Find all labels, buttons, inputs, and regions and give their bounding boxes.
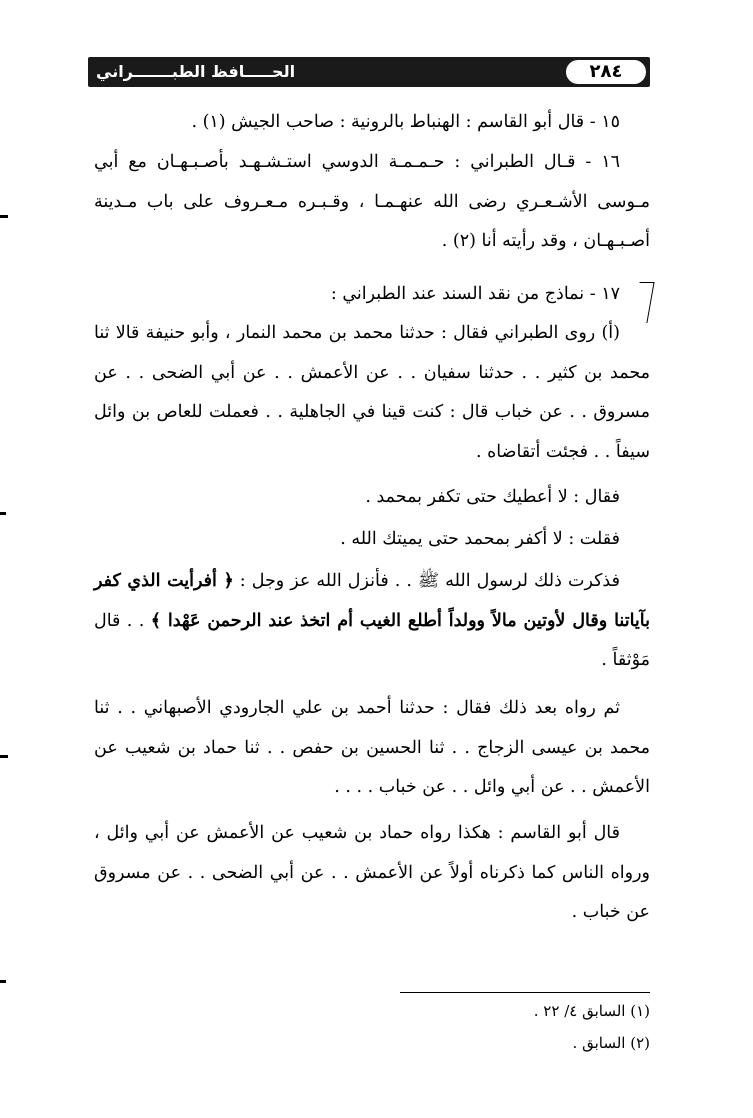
- page-number: ٢٨٤: [566, 60, 646, 84]
- footnote-1: (١) السابق ٤/ ٢٢ .: [533, 1002, 650, 1020]
- footnote-divider: [400, 992, 650, 993]
- scan-margin-mark: [0, 512, 6, 515]
- footnote-2: (٢) السابق .: [572, 1034, 650, 1052]
- paragraph-abu-al-qasim: قال أبو القاسم : هكذا رواه حماد بن شعيب عن الأعمش عن أبي وائل ، ورواه الناس كما ذكرناه أولاً عن الأعمش . . عن أبي الضحى . . عن مسروق عن خباب .: [94, 823, 650, 922]
- paragraph-reply-2: فقلت : لا أكفر بمحمد حتى يميتك الله .: [340, 529, 620, 549]
- scan-margin-mark: [0, 215, 8, 218]
- paragraph-second-chain: ثم رواه بعد ذلك فقال : حدثنا أحمد بن علي الجارودي الأصبهاني . . ثنا محمد بن عيسى الزجاج . . ثنا الحسين بن حفص . . ثنا حماد بن شعيب عن الأعمش . . عن أبي وائل . . عن خباب . . . .: [94, 698, 650, 797]
- scan-margin-mark: [0, 755, 8, 758]
- paragraph-reply-1: فقال : لا أعطيك حتى تكفر بمحمد .: [365, 487, 620, 507]
- scan-margin-mark: [0, 980, 6, 983]
- paragraph-15: ١٥ - قال أبو القاسم : الهنباط بالرونية : صاحب الجيش (١) .: [191, 112, 620, 132]
- running-header-title: الحـــــافظ الطبـــــــراني: [96, 62, 296, 81]
- revelation-outro: . . قال مَوْثقاً .: [94, 610, 650, 670]
- revelation-intro: فذكرت ذلك لرسول الله ﷺ . . فأنزل الله عز وجل :: [239, 571, 620, 591]
- paragraph-17-heading: ١٧ - نماذج من نقد السند عند الطبراني :: [330, 284, 620, 304]
- quran-verse: ﴿ أفرأيت الذي كفر بآياتنا وقال لأوتين مالاً وولداً أطلع الغيب أم اتخذ عند الرحمن عَهْدا ﴾: [94, 571, 650, 631]
- paragraph-16: ١٦ - قـال الطبراني : حـمـمـة الدوسي استـشـهـد بأصـبـهـان مع أبي مـوسى الأشـعـري رضى الله عنهـمـا ، وقـبـره مـعـروف على باب مـدينة أصـبـهـان ، وقد رأيته أنا (٢) .: [94, 152, 650, 251]
- paragraph-17a: (أ) روى الطبراني فقال : حدثنا محمد بن محمد النمار ، وأبو حنيفة قالا ثنا محمد بن كثير . . حدثنا سفيان . . عن الأعمش . . عن أبي الضحى . . عن مسروق . . عن خباب قال : كنت قينا في الجاهلية . . فعملت للعاص بن وائل سيفاً . . فجئت أتقاضاه .: [94, 323, 650, 462]
- paragraph-revelation: [94, 562, 650, 681]
